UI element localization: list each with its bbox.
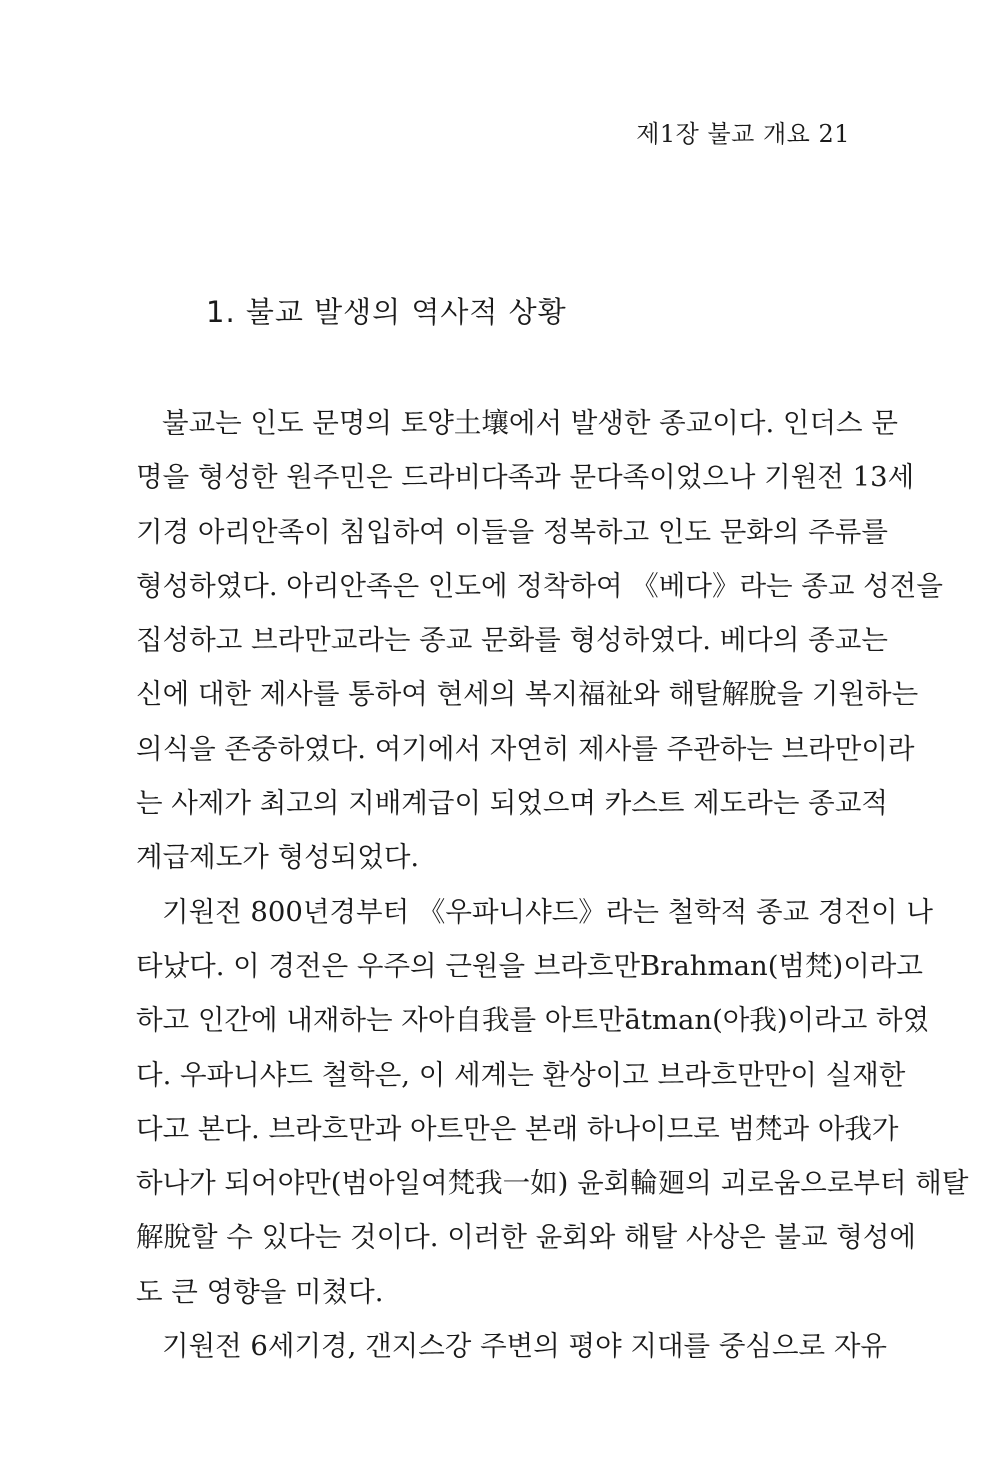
paragraph-line: 기원전 800년경부터 《우파니샤드》라는 철학적 종교 경전이 나 bbox=[162, 895, 933, 928]
paragraph-line: 解脫할 수 있다는 것이다. 이러한 윤회와 해탈 사상은 불교 형성에 bbox=[136, 1221, 916, 1254]
paragraph-line: 하고 인간에 내재하는 자아自我를 아트만ātman(아我)이라고 하였 bbox=[136, 1004, 930, 1037]
paragraph-line: 의식을 존중하였다. 여기에서 자연히 제사를 주관하는 브라만이라 bbox=[136, 732, 915, 765]
paragraph-line: 계급제도가 형성되었다. bbox=[136, 841, 420, 874]
paragraph-line: 기경 아리안족이 침입하여 이들을 정복하고 인도 문화의 주류를 bbox=[136, 515, 888, 548]
running-header: 제1장 불교 개요 21 bbox=[636, 120, 850, 148]
paragraph-line: 다고 본다. 브라흐만과 아트만은 본래 하나이므로 범梵과 아我가 bbox=[136, 1112, 899, 1145]
paragraph-line: 명을 형성한 원주민은 드라비다족과 문다족이었으나 기원전 13세 bbox=[136, 461, 915, 494]
paragraph-line: 타났다. 이 경전은 우주의 근원을 브라흐만Brahman(범梵)이라고 bbox=[136, 949, 923, 982]
section-title: 1. 불교 발생의 역사적 상황 bbox=[206, 295, 567, 329]
paragraph-line: 기원전 6세기경, 갠지스강 주변의 평야 지대를 중심으로 자유 bbox=[162, 1330, 887, 1363]
paragraph-line: 다. 우파니샤드 철학은, 이 세계는 환상이고 브라흐만만이 실재한 bbox=[136, 1058, 906, 1091]
paragraph-line: 형성하였다. 아리안족은 인도에 정착하여 《베다》라는 종교 성전을 bbox=[136, 569, 943, 602]
paragraph-line: 도 큰 영향을 미쳤다. bbox=[136, 1275, 384, 1308]
paragraph-line: 하나가 되어야만(범아일여梵我一如) 윤회輪廻의 괴로움으로부터 해탈 bbox=[136, 1167, 969, 1200]
paragraph-line: 집성하고 브라만교라는 종교 문화를 형성하였다. 베다의 종교는 bbox=[136, 624, 888, 657]
paragraph-line: 불교는 인도 문명의 토양土壤에서 발생한 종교이다. 인더스 문 bbox=[162, 407, 898, 439]
body-text bbox=[136, 396, 969, 1373]
paragraph-line: 는 사제가 최고의 지배계급이 되었으며 카스트 제도라는 종교적 bbox=[136, 787, 888, 820]
paragraph-line: 신에 대한 제사를 통하여 현세의 복지福祉와 해탈解脫을 기원하는 bbox=[136, 678, 919, 711]
